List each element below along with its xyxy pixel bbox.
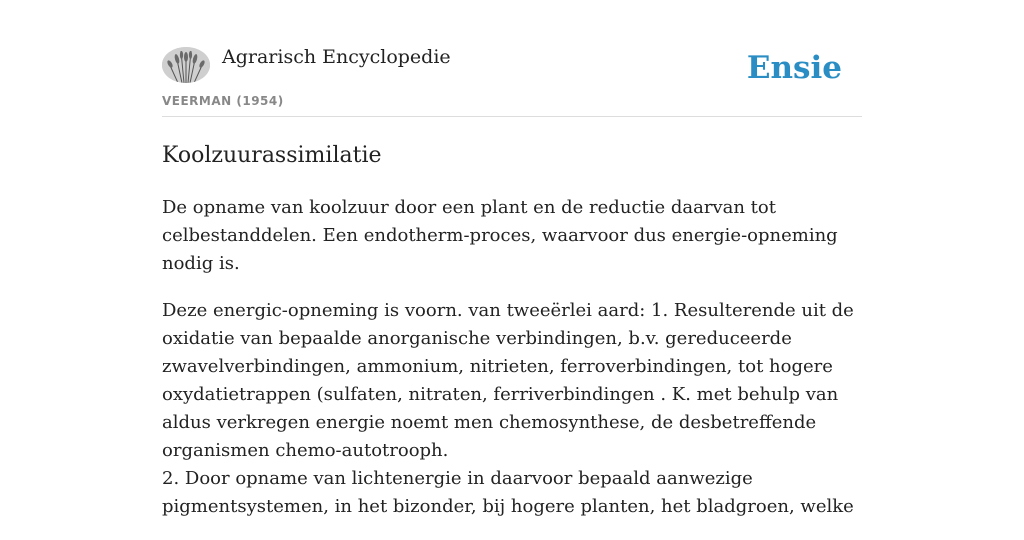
entry-body [162,194,862,521]
book-author: VEERMAN (1954) [162,94,284,108]
entry-paragraph: Deze energic-opneming is voorn. van tweeërlei aard: 1. Resulterende uit de oxidatie van bepaalde anorganische verbindingen, b.v. gereduceerde zwavelverbindingen, ammonium, nitrieten, ferroverbindingen, tot hogere oxydatietrappen (sulfaten, nitraten, ferriverbindingen . K. met behulp van aldus verkregen energie noemt men chemosynthese, de desbetreffende organismen chemo-autotrooph. [162,300,854,461]
entry-paragraph: 2. Door opname van lichtenergie in daarvoor bepaald aanwezige pigmentsystemen, in het bizonder, bij hogere planten, het bladgroen, welke [162,468,854,517]
brand-logo[interactable]: Ensie [746,50,842,86]
entry-title: Koolzuurassimilatie [162,143,382,168]
book-title[interactable]: Agrarisch Encyclopedie [222,46,451,68]
header [162,0,862,117]
entry-paragraph: De opname van koolzuur door een plant en de reductie daarvan tot celbestanddelen. Een endotherm-proces, waarvoor dus energie-opneming nodig is. [162,197,838,274]
wheat-ears-icon[interactable] [162,47,210,83]
page [162,0,862,540]
